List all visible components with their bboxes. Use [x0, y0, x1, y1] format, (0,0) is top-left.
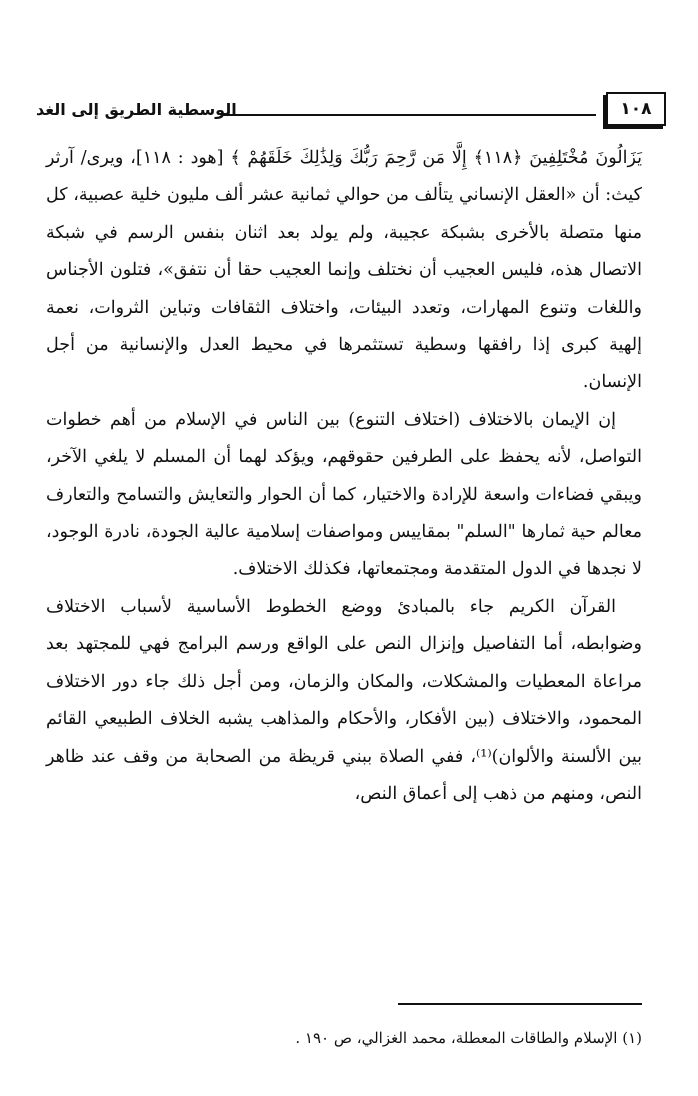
header-rule	[222, 114, 596, 116]
page-header	[30, 92, 666, 132]
footnote-separator	[398, 1003, 642, 1005]
paragraph: إن الإيمان بالاختلاف (اختلاف التنوع) بين الناس في الإسلام من أهم خطوات التواصل، لأنه يحفظ على الطرفين حقوقهم، ويؤكد لهما أن المسلم لا يلغي الآخر، ويبقي فضاءات واسعة للإرادة والاختيار، كما أن الحوار والتعايش والتسامح والتعارف معالم حية ثمارها "السلم" بمقاييس ومواصفات إسلامية عالية الجودة، نادرة الوجود، لا نجدها في الدول المتقدمة ومجتمعاتها، فكذلك الاختلاف.	[46, 409, 642, 580]
paragraph: يَزَالُونَ مُخْتَلِفِينَ ﴿١١٨﴾ إِلَّا مَن رَّحِمَ رَبُّكَ وَلِذَٰلِكَ خَلَقَهُمْ ﴾ [هود : ١١٨]، ويرى/ آرثر كيث: أن «العقل الإنساني يتألف من حوالي ثمانية عشر ألف مليون خلية عصبية، كل منها متصلة بالأخرى بشبكة عجيبة، ولم يولد بعد اثنان بنفس الرسم في شبكة الاتصال هذه، فليس العجيب أن نختلف وإنما العجيب حقا أن نتفق»، فتلون الأجناس واللغات وتنوع المهارات، وتعدد البيئات، واختلاف الثقافات وتباين الثروات، نعمة إلهية كبرى إذا رافقها وسطية تستثمرها في محيط العدل والإنسانية من أجل الإنسان.	[46, 148, 642, 393]
running-title: الوسطية الطريق إلى الغد	[36, 100, 237, 119]
footnote: (١) الإسلام والطاقات المعطلة، محمد الغزالي، ص ١٩٠ .	[295, 1029, 642, 1047]
paragraph: القرآن الكريم جاء بالمبادئ ووضع الخطوط الأساسية لأسباب الاختلاف وضوابطه، أما التفاصيل وإنزال النص على الواقع ورسم البرامج فهي للمجتهد بعد مراعاة المعطيات والمشكلات، والمكان والزمان، ومن أجل ذلك جاء دور الاختلاف المحمود، والاختلاف (بين الأفكار، والأحكام والمذاهب يشبه الخلاف الطبيعي القائم بين الألسنة والألوان)⁽¹⁾، ففي الصلاة ببني قريظة من الصحابة من وقف عند ظاهر النص، ومنهم من ذهب إلى أعماق النص،	[46, 596, 642, 804]
body-text	[46, 140, 642, 813]
page-number: ١٠٨	[606, 92, 666, 126]
